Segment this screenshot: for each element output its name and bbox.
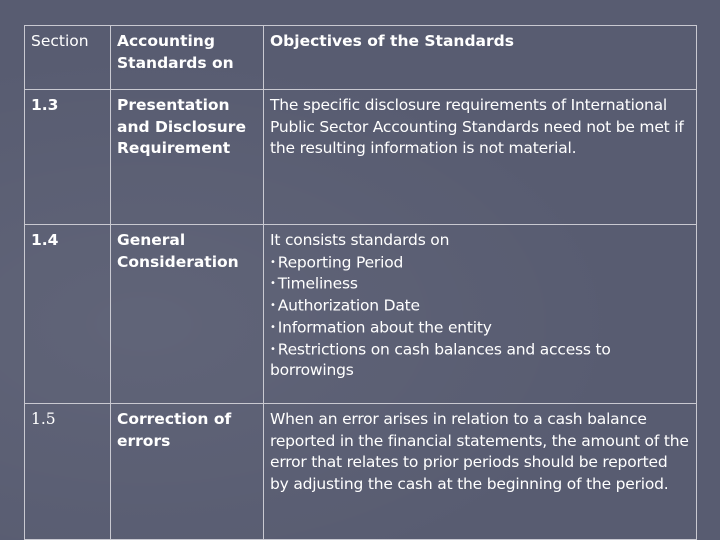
header-section: Section <box>25 26 111 90</box>
table-row <box>25 225 697 404</box>
row-section-number: 1.4 <box>25 225 111 404</box>
objective-intro: It consists standards on <box>270 231 450 249</box>
row-objective <box>264 225 697 404</box>
bullet-icon: • <box>270 300 276 311</box>
list-item: • Reporting Period <box>270 252 404 271</box>
standards-table <box>24 25 697 540</box>
row-objective: The specific disclosure requirements of International Public Sector Accounting Standards need not be met if the resulting information is not material. <box>264 90 697 225</box>
table-row <box>25 90 697 225</box>
row-objective: When an error arises in relation to a cash balance reported in the financial statements, the amount of the error that relates to prior periods should be reported by adjusting the cash at the beginning of the period. <box>264 404 697 540</box>
table-header-row <box>25 26 697 90</box>
bullet-icon: • <box>270 343 276 355</box>
table-row <box>25 404 697 540</box>
row-standard-name: Correction of errors <box>111 404 264 540</box>
list-item: • Timeliness <box>270 274 358 293</box>
row-standard-name: General Consideration <box>111 225 264 404</box>
header-objectives: Objectives of the Standards <box>264 26 697 90</box>
bullet-icon: • <box>270 321 276 333</box>
list-item: • Authorization Date <box>270 296 420 315</box>
row-section-number: 1.3 <box>25 90 111 225</box>
list-item: • Restrictions on cash balances and access to borrowings <box>270 339 611 380</box>
bullet-icon: • <box>270 256 276 268</box>
row-section-number: 1.5 <box>25 404 111 540</box>
header-standards-on: Accounting Standards on <box>111 26 264 90</box>
bullet-icon: • <box>270 278 276 290</box>
row-standard-name: Presentation and Disclosure Requirement <box>111 90 264 225</box>
list-item: • Information about the entity <box>270 318 492 336</box>
